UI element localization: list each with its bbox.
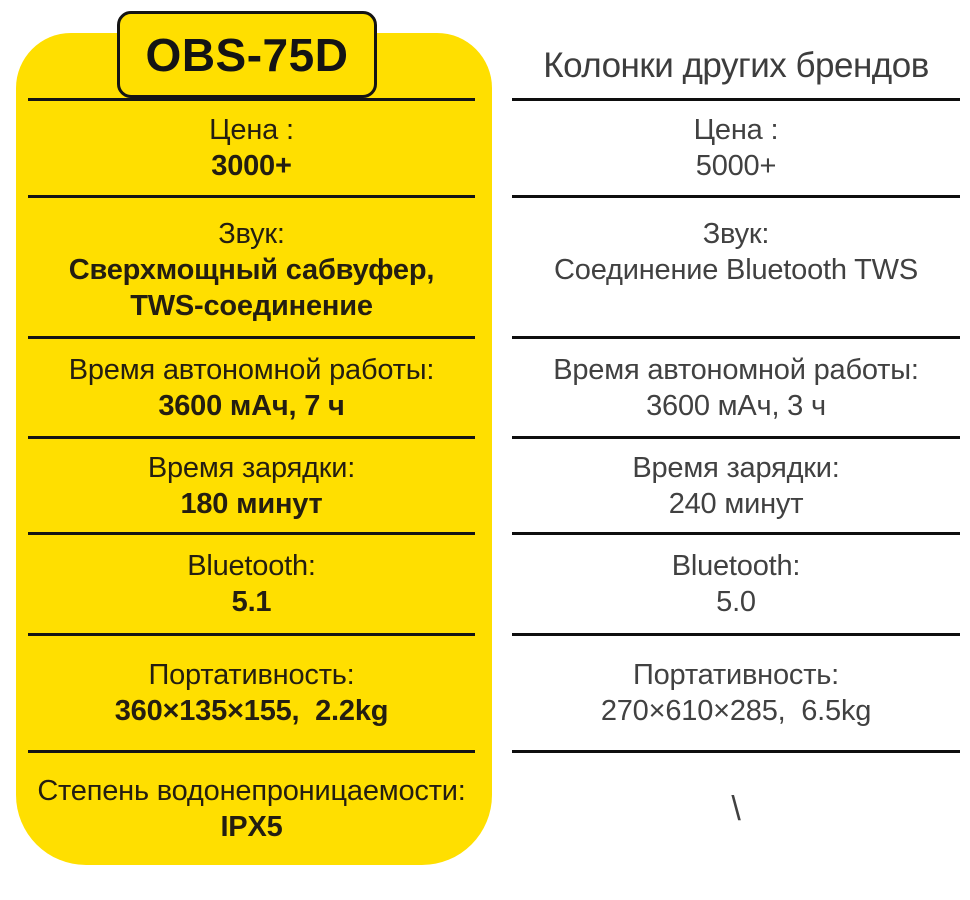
obs-row-charging	[28, 436, 475, 532]
price-value: 5000+	[695, 150, 777, 182]
sound-value-line2: TWS-соединение	[130, 290, 373, 322]
competitor-row-portability	[512, 633, 960, 750]
charging-value: 180 минут	[180, 487, 323, 520]
obs-row-bluetooth	[28, 532, 475, 633]
price-label: Цена :	[693, 114, 779, 146]
charging-label: Время зарядки:	[147, 451, 356, 484]
waterproof-value: IPX5	[220, 811, 283, 843]
price-value: 3000+	[211, 150, 292, 182]
competitor-row-battery	[512, 336, 960, 436]
bluetooth-value: 5.1	[231, 586, 272, 618]
sound-value: Соединение Bluetooth TWS	[554, 254, 918, 286]
battery-value: 3600 мАч, 7 ч	[158, 389, 345, 422]
obs-spec-list	[28, 33, 475, 865]
obs-row-price	[28, 98, 475, 195]
obs-row-battery	[28, 336, 475, 436]
obs-row-waterproof	[28, 750, 475, 865]
competitor-row-sound	[512, 195, 960, 336]
charging-label: Время зарядки:	[632, 451, 840, 484]
competitor-row-charging	[512, 436, 960, 532]
battery-label: Время автономной работы:	[68, 353, 435, 386]
sound-value-line1: Сверхмощный сабвуфер,	[68, 254, 435, 286]
portability-value: 360×135×155, 2.2kg	[114, 695, 389, 727]
waterproof-label: Степень водонепроницаемости:	[37, 775, 466, 807]
competitor-row-waterproof-empty	[512, 750, 960, 865]
competitor-title: Колонки других брендов	[543, 45, 929, 85]
sound-label: Звук:	[218, 218, 285, 250]
battery-label: Время автономной работы:	[553, 353, 919, 386]
price-label: Цена :	[209, 114, 294, 146]
product-title: OBS-75D	[145, 28, 349, 81]
obs-row-portability	[28, 633, 475, 750]
obs-row-sound	[28, 195, 475, 336]
bluetooth-label: Bluetooth:	[671, 550, 801, 582]
bluetooth-value: 5.0	[716, 586, 756, 618]
product-title-box	[117, 11, 377, 98]
portability-value: 270×610×285, 6.5kg	[600, 695, 872, 727]
competitor-row-bluetooth	[512, 532, 960, 633]
competitor-row-price	[512, 98, 960, 195]
portability-label: Портативность:	[632, 659, 840, 691]
sound-label: Звук:	[702, 218, 770, 250]
bluetooth-label: Bluetooth:	[187, 550, 316, 582]
obs-panel	[16, 33, 492, 865]
competitor-column	[512, 33, 960, 865]
portability-label: Портативность:	[148, 659, 355, 691]
battery-value: 3600 мАч, 3 ч	[646, 389, 826, 422]
empty-cell-backslash: \	[731, 790, 741, 828]
charging-value: 240 минут	[668, 487, 804, 520]
